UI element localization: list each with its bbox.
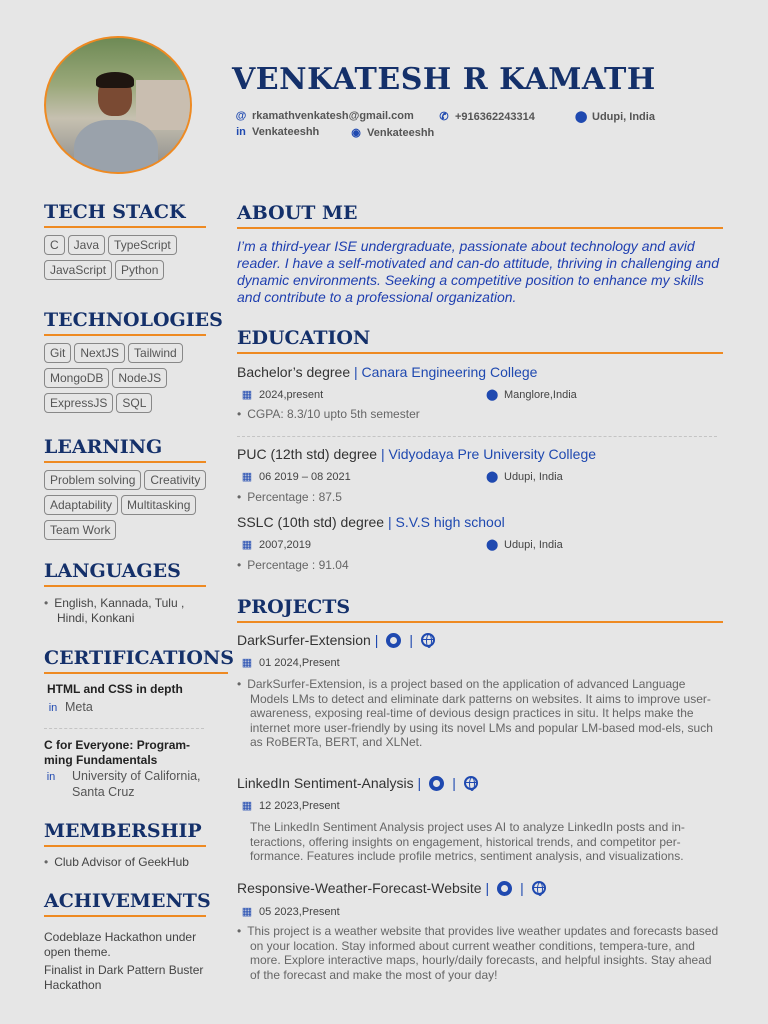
globe-icon[interactable] bbox=[532, 881, 546, 895]
education-degree-1 bbox=[237, 364, 537, 380]
learning-chips bbox=[44, 470, 214, 540]
degree-text: SSLC (10th std) degree bbox=[237, 514, 385, 530]
institution-text: Canara Engineering College bbox=[361, 364, 538, 380]
calendar-icon: ▦ bbox=[241, 657, 253, 669]
at-icon: @ bbox=[235, 110, 247, 122]
candidate-name: VENKATESH R KAMATH bbox=[232, 62, 656, 97]
location-contact bbox=[575, 110, 655, 123]
cert-org-text: University of California, Santa Cruz bbox=[72, 769, 201, 799]
achievement-2: Finalist in Dark Pattern Buster Hackathon bbox=[44, 963, 204, 992]
email-text: rkamathvenkatesh@gmail.com bbox=[252, 110, 414, 122]
github-icon[interactable] bbox=[386, 633, 401, 648]
achievements-heading: ACHIVEMENTS bbox=[44, 890, 206, 917]
chip: Adaptability bbox=[44, 495, 118, 515]
project-date-1 bbox=[241, 656, 340, 669]
location-pin-icon: ⬤ bbox=[486, 471, 499, 483]
github-icon: ◉ bbox=[351, 127, 361, 139]
technologies-heading: TECHNOLOGIES bbox=[44, 309, 206, 336]
separator: | bbox=[417, 775, 422, 791]
education-degree-3 bbox=[237, 514, 505, 530]
project-title-3 bbox=[237, 880, 546, 896]
detail-text: • Percentage : 91.04 bbox=[237, 558, 349, 572]
profile-photo bbox=[44, 36, 192, 174]
about-text: I’m a third-year ISE undergraduate, passionate about technology and avid reader. I have a self-motivated and can-do attitude, thriving in challenging and dynamic environments. Seeking a competitive position to enhance my skills and contribute to a professional organization. bbox=[237, 238, 720, 305]
chip: NodeJS bbox=[112, 368, 167, 388]
membership-heading: MEMBERSHIP bbox=[44, 820, 206, 847]
linkedin-text: Venkateeshh bbox=[252, 126, 320, 138]
github-icon[interactable] bbox=[497, 881, 512, 896]
about-heading: ABOUT ME bbox=[237, 202, 723, 229]
chip: Java bbox=[68, 235, 105, 255]
date-text: 06 2019 – 08 2021 bbox=[259, 470, 351, 483]
github-text: Venkateeshh bbox=[367, 126, 435, 139]
date-text: 2007,2019 bbox=[259, 538, 311, 551]
desc-text: • This project is a weather website that provides live weather updates and forecasts based on your location. Stay informed about current weather conditions, tempera-ture, and more. Explore interactive maps, hourly/daily forecasts, and helpful insights. Stay ahead of the forecast and make the most of your day! bbox=[237, 924, 718, 982]
location-text: Udupi, India bbox=[504, 470, 563, 483]
cert-org-text: Meta bbox=[65, 700, 93, 714]
chip: NextJS bbox=[74, 343, 125, 363]
education-detail-2 bbox=[237, 490, 723, 504]
certifications-heading: CERTIFICATIONS bbox=[44, 647, 228, 674]
calendar-icon: ▦ bbox=[241, 906, 253, 918]
education-degree-2 bbox=[237, 446, 596, 462]
cert-org-1 bbox=[47, 700, 93, 716]
tech-stack-heading: TECH STACK bbox=[44, 201, 206, 228]
phone-contact[interactable] bbox=[438, 110, 535, 123]
globe-icon[interactable] bbox=[421, 633, 435, 647]
location-text: Udupi, India bbox=[592, 110, 655, 123]
chip: TypeScript bbox=[108, 235, 177, 255]
project-desc-2: The LinkedIn Sentiment Analysis project uses AI to analyze LinkedIn posts and in-teractions, offering insights on engagement, historical trends, and competitor per-formance. Features include profile metrics, sentiment analysis, and visualizations. bbox=[250, 820, 685, 863]
separator: | bbox=[380, 446, 385, 462]
chip: Tailwind bbox=[128, 343, 183, 363]
education-location-1 bbox=[486, 388, 577, 401]
github-contact[interactable] bbox=[350, 126, 434, 139]
chip: C bbox=[44, 235, 65, 255]
learning-heading: LEARNING bbox=[44, 436, 206, 463]
divider bbox=[237, 436, 717, 437]
membership-list bbox=[44, 855, 214, 870]
institution-text: Vidyodaya Pre University College bbox=[388, 446, 597, 462]
languages-heading: LANGUAGES bbox=[44, 560, 206, 587]
membership-text: • Club Advisor of GeekHub bbox=[44, 855, 189, 869]
chip: Team Work bbox=[44, 520, 116, 540]
phone-text: +916362243314 bbox=[455, 110, 535, 123]
chip: MongoDB bbox=[44, 368, 109, 388]
location-text: Udupi, India bbox=[504, 538, 563, 551]
calendar-icon: ▦ bbox=[241, 539, 253, 551]
education-date-1 bbox=[241, 388, 323, 401]
separator: | bbox=[409, 632, 413, 648]
project-date-3 bbox=[241, 905, 340, 918]
languages-list bbox=[44, 596, 214, 626]
location-pin-icon: ⬤ bbox=[486, 539, 499, 551]
separator: | bbox=[520, 880, 524, 896]
separator: | bbox=[374, 632, 379, 648]
degree-text: Bachelor’s degree bbox=[237, 364, 351, 380]
cert-title-2: C for Everyone: Program-ming Fundamentals bbox=[44, 738, 191, 767]
chip: JavaScript bbox=[44, 260, 112, 280]
linkedin-icon: in bbox=[46, 771, 56, 783]
projects-heading: PROJECTS bbox=[237, 596, 723, 623]
tech-stack-chips bbox=[44, 235, 214, 280]
separator: | bbox=[452, 775, 456, 791]
location-pin-icon: ⬤ bbox=[486, 389, 499, 401]
linkedin-icon: in bbox=[48, 702, 58, 714]
date-text: 05 2023,Present bbox=[259, 905, 340, 918]
education-date-3 bbox=[241, 538, 311, 551]
project-title-2 bbox=[237, 775, 478, 791]
chip: Creativity bbox=[144, 470, 206, 490]
achievement-1: Codeblaze Hackathon under open theme. bbox=[44, 930, 197, 959]
linkedin-contact[interactable] bbox=[235, 126, 319, 138]
project-desc-3 bbox=[237, 924, 723, 982]
project-name: DarkSurfer-Extension bbox=[237, 632, 371, 648]
chip: Multitasking bbox=[121, 495, 196, 515]
detail-text: • Percentage : 87.5 bbox=[237, 490, 342, 504]
degree-text: PUC (12th std) degree bbox=[237, 446, 378, 462]
project-date-2 bbox=[241, 799, 340, 812]
date-text: 12 2023,Present bbox=[259, 799, 340, 812]
desc-text: • DarkSurfer-Extension, is a project based on the application of advanced Language Models LMs to detect and eliminate dark patterns on websites. It aims to improve user-awareness, exposing real-time of devious design practices in situ. It helps make the internet more user-friendly by using its novel LMs and popular LM-based mod-els, such as RoBERTa, BERT, and XLNet. bbox=[237, 677, 713, 749]
phone-icon: ✆ bbox=[439, 111, 449, 123]
globe-icon[interactable] bbox=[464, 776, 478, 790]
chip: ExpressJS bbox=[44, 393, 113, 413]
location-pin-icon: ⬤ bbox=[575, 111, 588, 123]
languages-text: • English, Kannada, Tulu , Hindi, Konkani bbox=[44, 596, 184, 625]
chip: Problem solving bbox=[44, 470, 141, 490]
technologies-chips bbox=[44, 343, 214, 413]
detail-text: • CGPA: 8.3/10 upto 5th semester bbox=[237, 407, 420, 421]
github-icon[interactable] bbox=[429, 776, 444, 791]
divider bbox=[44, 728, 204, 729]
date-text: 01 2024,Present bbox=[259, 656, 340, 669]
calendar-icon: ▦ bbox=[241, 800, 253, 812]
location-text: Manglore,India bbox=[504, 388, 577, 401]
linkedin-icon: in bbox=[236, 126, 246, 138]
education-location-2 bbox=[486, 470, 563, 483]
education-date-2 bbox=[241, 470, 351, 483]
cert-title-1: HTML and CSS in depth bbox=[47, 682, 183, 696]
chip: Git bbox=[44, 343, 71, 363]
institution-text: S.V.S high school bbox=[395, 514, 505, 530]
separator: | bbox=[485, 880, 490, 896]
separator: | bbox=[354, 364, 358, 380]
education-location-3 bbox=[486, 538, 563, 551]
project-title-1 bbox=[237, 632, 435, 648]
chip: Python bbox=[115, 260, 164, 280]
project-desc-1 bbox=[237, 677, 723, 750]
project-name: LinkedIn Sentiment-Analysis bbox=[237, 775, 414, 791]
cert-org-2 bbox=[47, 769, 217, 800]
education-detail-3 bbox=[237, 558, 723, 572]
education-heading: EDUCATION bbox=[237, 327, 723, 354]
project-name: Responsive-Weather-Forecast-Website bbox=[237, 880, 482, 896]
calendar-icon: ▦ bbox=[241, 389, 253, 401]
chip: SQL bbox=[116, 393, 152, 413]
education-detail-1 bbox=[237, 407, 723, 421]
calendar-icon: ▦ bbox=[241, 471, 253, 483]
separator: | bbox=[387, 514, 392, 530]
date-text: 2024,present bbox=[259, 388, 324, 401]
email-contact[interactable] bbox=[235, 110, 414, 122]
